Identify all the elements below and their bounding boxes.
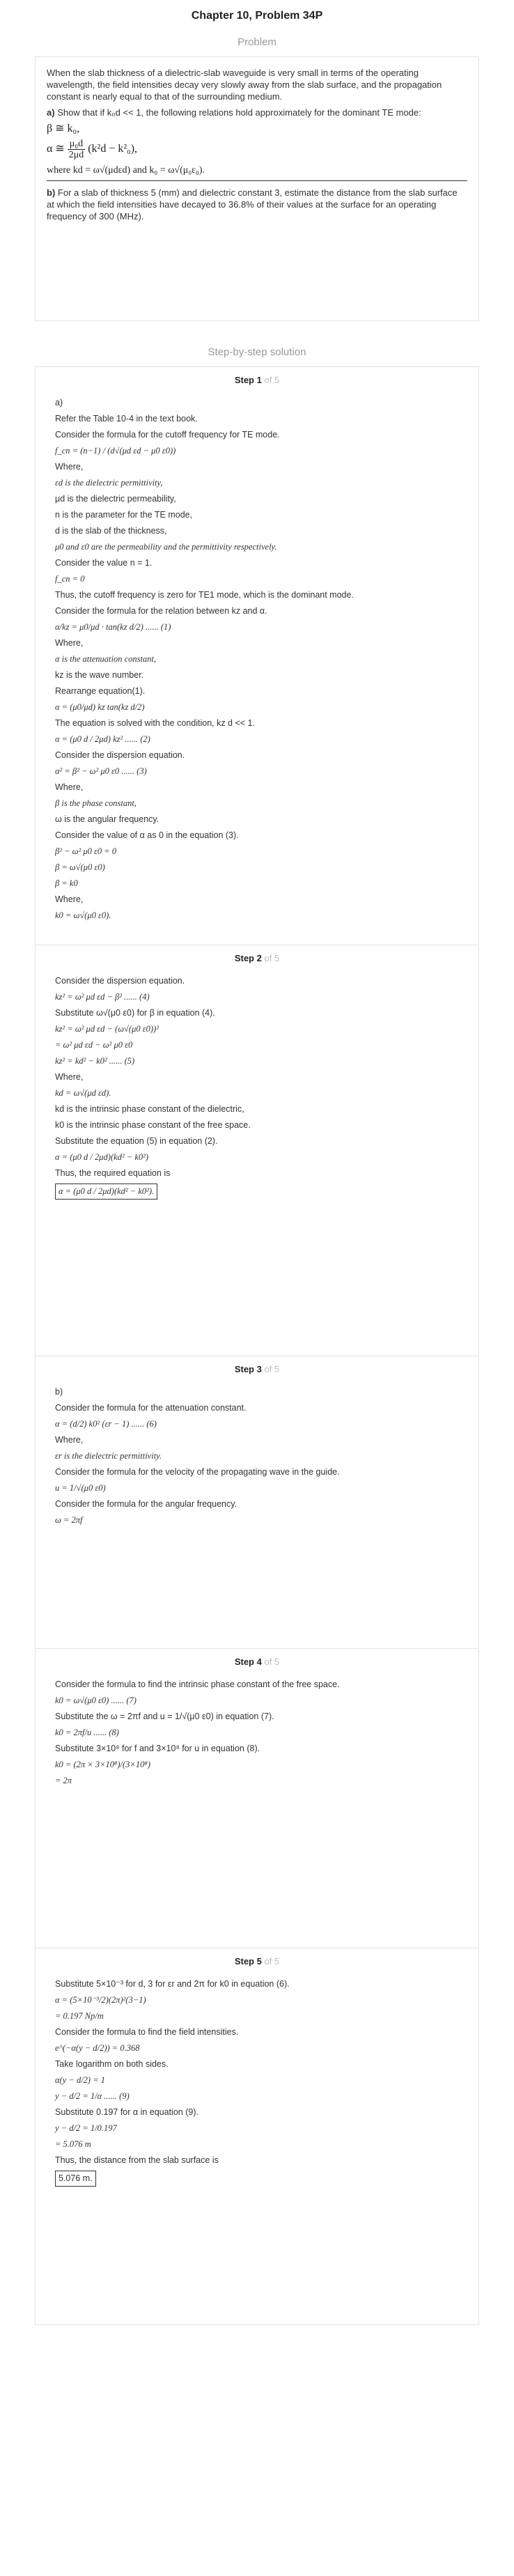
step-line: β² − ω² μ0 ε0 = 0 [55,846,117,856]
step-line: k0 = (2π × 3×10⁸)/(3×10⁸) [55,1760,150,1769]
step-2 [36,945,478,1356]
step-line: Where, [55,638,84,648]
step-line: Substitute the ω = 2πf and u = 1/√(μ0 ε0) in equation (7). [55,1712,274,1721]
step-line: α = (μ0 d / 2μd) kz² ...... (2) [55,734,150,744]
step-5-lines [55,1978,459,2187]
step-1-lines [55,397,459,922]
step-line: a) [55,398,63,408]
step-line: = 2π [55,1776,72,1785]
step-line: Substitute 5×10⁻³ for d, 3 for εr and 2π for k0 in equation (6). [55,1979,290,1989]
step-line: Substitute ω√(μ0 ε0) for β in equation (4). [55,1008,215,1018]
step-line: Where, [55,1435,84,1445]
step-line: α(y − d/2) = 1 [55,2075,106,2085]
step-line: Consider the formula for the velocity of the propagating wave in the guide. [55,1467,340,1477]
step-line: α = (μ0 d / 2μd)(kd² − k0²). [55,1184,459,1200]
problem-where [47,164,467,176]
step-line: Substitute the equation (5) in equation (2). [55,1136,218,1146]
problem-part-b [47,187,467,222]
problem-intro: When the slab thickness of a dielectric-slab waveguide is very small in terms of the operating wavelength, the field intensities decay very slowly away from the slab surface, and the propagation constant is nearly equal to that of the surrounding medium. [47,68,442,102]
step-line: k0 is the intrinsic phase constant of the free space. [55,1120,251,1130]
step-2-header [55,952,459,964]
solution-heading: Step-by-step solution [208,346,306,358]
step-line: ω is the angular frequency. [55,814,159,824]
step-line: Take logarithm on both sides. [55,2059,169,2069]
step-line: Thus, the required equation is [55,1168,171,1178]
problem-eq-beta: β ≅ k₀, [47,123,80,134]
step-line: β is the phase constant, [55,798,137,808]
step-5 [36,1948,478,2325]
step-line: Rearrange equation(1). [55,686,146,696]
problem-box [35,56,479,321]
step-line: k0 = ω√(μ0 ε0). [55,910,111,920]
step-line: = ω² μd εd − ω² μ0 ε0 [55,1040,133,1050]
where-eq: kd = ω√(μdεd) and k₀ = ω√(μ₀ε₀). [72,165,205,176]
eq-alpha-left: α ≅ [47,143,65,155]
problem-divider [47,180,467,181]
step-line: f_cn = 0 [55,574,85,584]
step-3-header [55,1363,459,1375]
step-line: kz² = ω² μd εd − (ω√(μ0 ε0))² [55,1024,159,1034]
step-4-lines [55,1679,459,1787]
step-line: b) [55,1387,63,1397]
step-line: y − d/2 = 1/0.197 [55,2123,117,2133]
step-line: k0 = ω√(μ0 ε0) ...... (7) [55,1696,137,1705]
step-line: kz is the wave number. [55,670,144,680]
step-line: α² = β² − ω² μ0 ε0 ...... (3) [55,766,147,776]
step-line: y − d/2 = 1/α ...... (9) [55,2091,130,2101]
step-1-label: Step 1 [234,375,262,385]
page-title: Chapter 10, Problem 34P [191,10,323,22]
step-line: β = ω√(μ0 ε0) [55,862,105,872]
step-line: α = (μ0 d / 2μd)(kd² − k0²) [55,1152,149,1162]
step-line: Substitute 0.197 for α in equation (9). [55,2107,198,2117]
step-line: Consider the formula for the angular frequency. [55,1499,237,1509]
problem-part-a [47,107,467,118]
problem-label: Problem [237,36,277,48]
eq-alpha-right: (k²d − k²₀), [88,143,138,155]
step-line: Where, [55,462,84,472]
step-line: 5.076 m. [55,2171,459,2187]
eq-alpha-den: 2μd [68,150,84,160]
step-line: u = 1/√(μ0 ε0) [55,1483,106,1493]
step-line: kd is the intrinsic phase constant of the dielectric, [55,1104,244,1114]
step-3-label: Step 3 [234,1364,262,1374]
step-5-of: of 5 [264,1956,280,1966]
step-3-lines [55,1386,459,1526]
problem-eq-alpha [47,139,467,160]
eq-alpha-frac [68,139,85,160]
step-line: Consider the dispersion equation. [55,976,185,986]
step-line: n is the parameter for the TE mode, [55,510,193,520]
step-line: k0 = 2πf/u ...... (8) [55,1728,119,1737]
steps-container [35,366,479,2325]
step-2-label: Step 2 [234,953,262,963]
step-2-of: of 5 [264,953,280,963]
where-label: where [47,165,71,176]
step-line: Refer the Table 10-4 in the text book. [55,414,198,424]
step-line: μd is the dielectric permeability, [55,494,176,504]
step-line: Consider the formula for the cutoff frequency for TE mode. [55,430,280,440]
step-line: α is the attenuation constant, [55,654,157,664]
step-line: Substitute 3×10⁸ for f and 3×10⁸ for u in equation (8). [55,1744,260,1753]
step-line: Consider the value n = 1. [55,558,153,568]
step-line: εr is the dielectric permittivity. [55,1451,162,1461]
step-line: εd is the dielectric permittivity, [55,478,163,488]
part-a-label: a) [47,107,55,118]
step-line: d is the slab of the thickness, [55,526,167,536]
step-4-label: Step 4 [234,1656,262,1667]
part-b-text: For a slab of thickness 5 (mm) and dielectric constant 3, estimate the distance from the slab surface at which the field intensities have decayed to 36.8% of their values at the surface for an operating frequency of 300 (MHz). [47,187,458,222]
step-1 [36,367,478,945]
step-line: α/kz = μ0/μd · tan(kz d/2) ...... (1) [55,622,171,632]
step-1-header [55,374,459,386]
step-3 [36,1356,478,1649]
step-line: kz² = kd² − k0² ...... (5) [55,1056,135,1066]
step-line: Where, [55,1072,84,1082]
step-line: The equation is solved with the condition, kz d << 1. [55,718,255,728]
step-line: Consider the formula to find the field intensities. [55,2027,239,2037]
step-3-of: of 5 [264,1364,280,1374]
step-4-of: of 5 [264,1656,280,1667]
part-b-label: b) [47,187,56,198]
step-line: kd = ω√(μd εd). [55,1088,111,1098]
step-line: α = (μ0/μd) kz tan(kz d/2) [55,702,145,712]
step-1-of: of 5 [264,375,280,385]
step-line: Thus, the distance from the slab surface is [55,2155,219,2165]
step-line: α = (d/2) k0² (εr − 1) ...... (6) [55,1419,157,1429]
step-line: = 0.197 Np/m [55,2011,104,2021]
step-line: = 5.076 m [55,2139,91,2149]
step-2-lines [55,975,459,1200]
step-line: Where, [55,782,84,792]
step-line: Thus, the cutoff frequency is zero for TE1 mode, which is the dominant mode. [55,590,354,600]
step-5-label: Step 5 [234,1956,262,1966]
step-line: Where, [55,894,84,904]
step-5-header [55,1955,459,1967]
step-line: e^(−α(y − d/2)) = 0.368 [55,2043,140,2053]
step-line: α = (5×10⁻³/2)(2π)²(3−1) [55,1995,146,2005]
step-line: ω = 2πf [55,1515,83,1525]
step-line: β = k0 [55,878,78,888]
step-4 [36,1649,478,1948]
step-line: f_cn = (n−1) / (d√(μd εd − μ0 ε0)) [55,446,176,456]
step-line: Consider the value of α as 0 in the equation (3). [55,830,239,840]
step-line: Consider the formula to find the intrinsic phase constant of the free space. [55,1679,340,1689]
step-line: Consider the dispersion equation. [55,750,185,760]
part-a-text: Show that if k₀d << 1, the following relations hold approximately for the dominant TE mode: [57,107,421,118]
step-line: μ0 and ε0 are the permeability and the permittivity respectively. [55,542,277,552]
eq-alpha-num: μ₀d [68,139,85,150]
step-4-header [55,1656,459,1668]
step-line: kz² = ω² μd εd − β² ...... (4) [55,992,150,1002]
step-line: Consider the formula for the relation between kz and α. [55,606,267,616]
step-line: Consider the formula for the attenuation constant. [55,1403,247,1413]
